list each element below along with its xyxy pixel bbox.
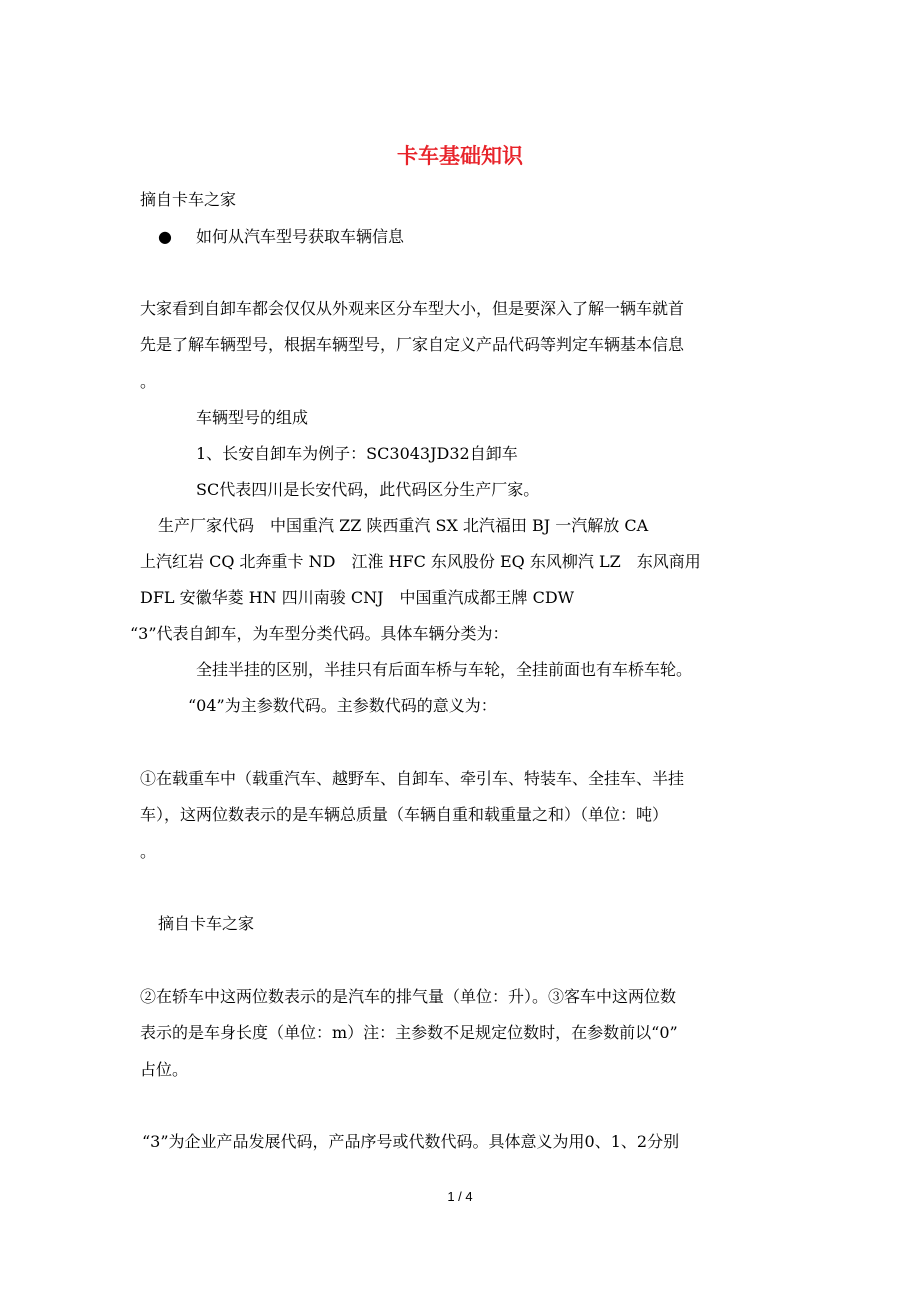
bullet-icon: ● (158, 227, 172, 246)
paragraph-line: 全挂半挂的区别，半挂只有后面车桥与车轮，全挂前面也有车桥车轮。 (196, 660, 693, 679)
paragraph-line: SC代表四川是长安代码，此代码区分生产厂家。 (196, 480, 540, 499)
paragraph-line: 。 (140, 842, 157, 861)
document-title: 卡车基础知识 (397, 143, 523, 168)
paragraph-line: 大家看到自卸车都会仅仅从外观来区分车型大小，但是要深入了解一辆车就首 (140, 299, 685, 318)
paragraph-line: 车），这两位数表示的是车辆总质量（车辆自重和载重量之和）（单位：吨） (140, 805, 669, 824)
maker-code-line: DFL 安徽华菱 HN 四川南骏 CNJ 中国重汽成都王牌 CDW (140, 588, 575, 607)
bullet-item: 如何从汽车型号获取车辆信息 (196, 227, 405, 246)
maker-code-line: 生产厂家代码 中国重汽 ZZ 陕西重汽 SX 北汽福田 BJ 一汽解放 CA (158, 516, 649, 535)
section-heading: 车辆型号的组成 (196, 408, 309, 427)
paragraph-line: ②在轿车中这两位数表示的是汽车的排气量（单位：升）。③客车中这两位数 (140, 987, 677, 1006)
paragraph-line: “3”代表自卸车，为车型分类代码。具体车辆分类为： (130, 624, 509, 643)
paragraph-line: 占位。 (140, 1060, 189, 1079)
paragraph-line: “3”为企业产品发展代码，产品序号或代数代码。具体意义为用0、1、2分别 (142, 1132, 680, 1151)
page-indicator: 1 / 4 (447, 1189, 473, 1204)
paragraph-line: “04”为主参数代码。主参数代码的意义为： (188, 696, 497, 715)
maker-code-line: 上汽红岩 CQ 北奔重卡 ND 江淮 HFC 东风股份 EQ 东风柳汽 LZ 东风商用 (140, 552, 701, 571)
paragraph-line: 表示的是车身长度（单位：m）注：主参数不足规定位数时，在参数前以“0” (140, 1023, 678, 1042)
paragraph-line: ①在载重车中（载重汽车、越野车、自卸车、牵引车、特装车、全挂车、半挂 (140, 769, 685, 788)
paragraph-line: 先是了解车辆型号，根据车辆型号，厂家自定义产品代码等判定车辆基本信息 (140, 335, 685, 354)
paragraph-line: 。 (140, 372, 157, 391)
example-line: 1、长安自卸车为例子：SC3043JD32自卸车 (196, 444, 518, 463)
source-line: 摘自卡车之家 (158, 914, 255, 933)
source-line: 摘自卡车之家 (140, 190, 237, 209)
